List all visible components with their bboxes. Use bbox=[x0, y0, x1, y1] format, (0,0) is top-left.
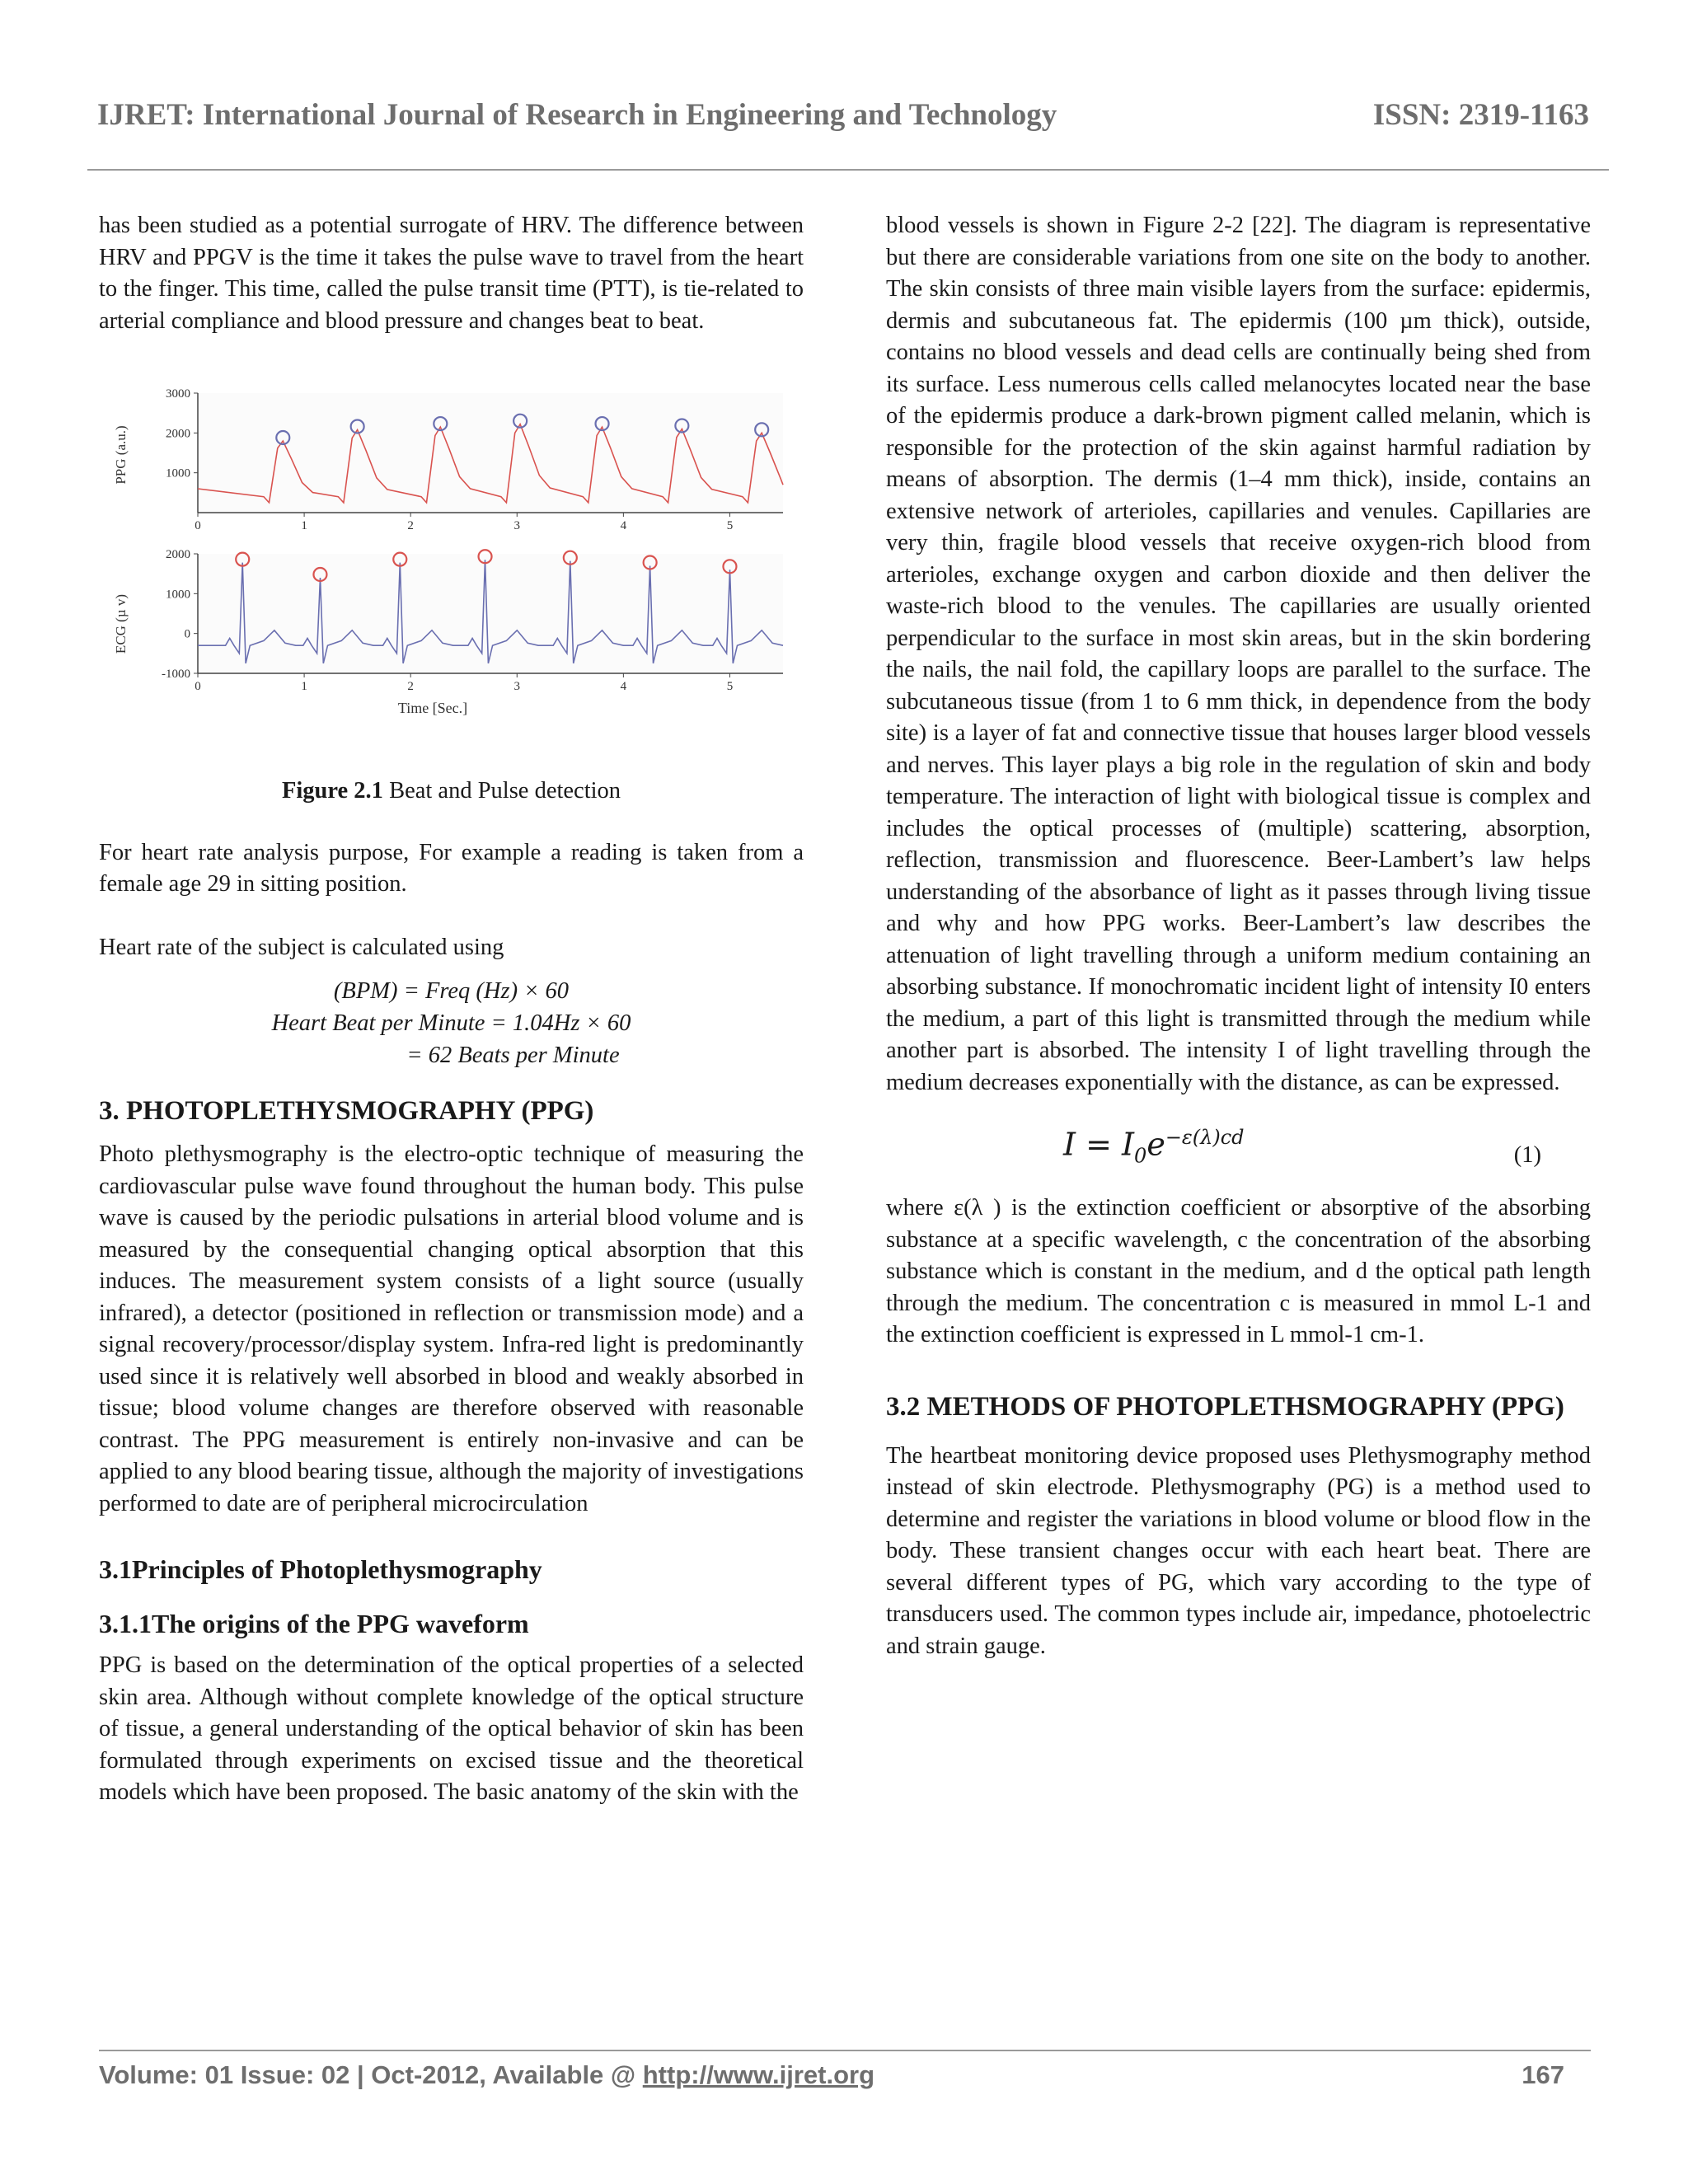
figure-caption bbox=[99, 776, 804, 808]
ecg-x-tick-label: 5 bbox=[726, 680, 734, 693]
ppg-y-tick-label: 3000 bbox=[166, 387, 190, 401]
heading-ppg: 3. PHOTOPLETHYSMOGRAPHY (PPG) bbox=[99, 1096, 594, 1126]
figure-2-1 bbox=[99, 368, 804, 764]
ppg-axis-label: PPG (a.u.) bbox=[113, 425, 129, 485]
issn: ISSN: 2319-1163 bbox=[1372, 98, 1589, 132]
paragraph-skin: blood vessels is shown in Figure 2-2 [22]. The diagram is representative but there are considerable variations from one site on the body to another. The skin consists of three main visible layers from the surface: epidermis, dermis and subcutaneous fat. The epidermis (100 µm thick), outside, contains no blood vessels and dead cells are continually being shed from its surface. Less numerous cells called melanocytes located near the base of the epidermis produce a dark-brown pigment called melanin, which is responsible for the protection of the skin against harmful radiation by means of absorption. The dermis (1–4 mm thick), inside, contains an extensive network of arterioles, capillaries and venules. Capillaries are very thin, fragile blood vessels that receive oxygen-rich blood from arterioles, exchange oxygen and carbon dioxide and then deliver the waste-rich blood to the venules. The capillaries are usually oriented perpendicular to the surface in most skin areas, but in the skin bordering the nails, the nail fold, the capillary loops are parallel to the surface. The subcutaneous tissue (from 1 to 6 mm thick, in dependence from the body site) is a layer of fat and connective tissue that houses larger blood vessels and nerves. This layer plays a big role in the regulation of skin and body temperature. The interaction of light with biological tissue is complex and includes the optical processes of (multiple) scattering, absorption, reflection, transmission and fluorescence. Beer-Lambert’s law helps understanding of the absorbance of light as it passes through living tissue and why and how PPG works. Beer-Lambert’s law describes the attenuation of light travelling through a uniform medium containing an absorbing substance. If monochromatic incident light of intensity I0 enters the medium, a part of this light is transmitted through the medium while another part is absorbed. The intensity I of light travelling through the medium decreases exponentially with the distance, as can be expressed. bbox=[886, 213, 1591, 1095]
ppg-x-tick-label: 0 bbox=[195, 519, 201, 532]
ppg-y-tick-label: 2000 bbox=[166, 427, 190, 441]
footer-rule bbox=[99, 2050, 1591, 2051]
caption-label: Figure 2.1 bbox=[281, 778, 383, 804]
ecg-y-tick-label: 2000 bbox=[166, 548, 190, 561]
bpm-equations bbox=[99, 975, 804, 1071]
ppg-x-tick-label: 4 bbox=[620, 519, 627, 532]
eq-subscript: 0 bbox=[1134, 1144, 1147, 1168]
paragraph-where: where ε(λ ) is the extinction coefficient or absorptive of the absorbing substance at a specific wavelength, c the concentration of the absorbing substance which is constant in the medium, and d the optical path length through the medium. The concentration c is measured in mmol L-1 and the extinction coefficient is expressed in L mmol-1 cm-1. bbox=[886, 1195, 1591, 1347]
caption-text: Beat and Pulse detection bbox=[382, 778, 621, 804]
ppg-x-tick-label: 5 bbox=[726, 519, 734, 532]
journal-title: IJRET: International Journal of Research in Engineering and Technology bbox=[97, 98, 1057, 132]
heading-principles: 3.1Principles of Photoplethysmography bbox=[99, 1554, 542, 1584]
ecg-y-tick-label: -1000 bbox=[162, 668, 190, 681]
ppg-y-tick-label: 1000 bbox=[166, 466, 190, 480]
ppg-x-tick-label: 3 bbox=[513, 519, 521, 532]
ecg-y-tick-label: 1000 bbox=[166, 588, 190, 602]
ecg-x-tick-label: 2 bbox=[407, 680, 414, 693]
header-rule bbox=[87, 169, 1609, 171]
equation-heart-beat: Heart Beat per Minute = 1.04Hz × 60 bbox=[271, 1010, 631, 1036]
left-column bbox=[99, 210, 804, 1809]
ecg-y-tick-label: 0 bbox=[184, 627, 190, 641]
equation-result: = 62 Beats per Minute bbox=[406, 1043, 620, 1068]
page-number: 167 bbox=[1522, 2060, 1564, 2089]
equation-number: (1) bbox=[1513, 1142, 1541, 1168]
equation-formula bbox=[1063, 1122, 1245, 1172]
ecg-axis-label: ECG (µ v) bbox=[113, 593, 129, 654]
ecg-x-tick-label: 1 bbox=[301, 680, 307, 693]
equation-bpm: (BPM) = Freq (Hz) × 60 bbox=[333, 978, 570, 1004]
ppg-x-tick-label: 1 bbox=[301, 519, 307, 532]
paragraph-methods: The heartbeat monitoring device proposed uses Plethysmography method instead of skin electrode. Plethysmography (PG) is a method used to determine and register the variations in blood volume or blood flow in the body. These transient changes occur with each heart beat. There are several different types of PG, which vary according to the type of transducers used. The common types include air, impedance, photoelectric and strain gauge. bbox=[886, 1442, 1591, 1659]
ecg-x-tick-label: 3 bbox=[513, 680, 521, 693]
eq-base: e bbox=[1146, 1126, 1165, 1163]
ecg-x-tick-label: 0 bbox=[195, 680, 201, 693]
ppg-x-tick-label: 2 bbox=[407, 519, 414, 532]
right-column bbox=[886, 210, 1591, 1662]
journal-link[interactable]: http://www.ijret.org bbox=[642, 2060, 875, 2089]
footer-prefix: Volume: 01 Issue: 02 | Oct-2012, Available @ bbox=[99, 2060, 643, 2089]
paragraph-origins: PPG is based on the determination of the optical properties of a selected skin area. Although without complete knowledge of the optical structure of tissue, a general understanding of the optical behavior of skin has been formulated through experiments on excised tissue and the theoretical models which have been proposed. The basic anatomy of the skin with the bbox=[99, 1652, 804, 1805]
time-axis-label: Time [Sec.] bbox=[397, 700, 468, 716]
eq-lhs: I = I bbox=[1063, 1126, 1135, 1163]
beer-lambert-equation bbox=[886, 1115, 1591, 1178]
footer-volume bbox=[99, 2060, 874, 2090]
paragraph-calc: Heart rate of the subject is calculated using bbox=[99, 934, 504, 960]
ecg-x-tick-label: 4 bbox=[620, 680, 627, 693]
heading-methods: 3.2 METHODS OF PHOTOPLETHSMOGRAPHY (PPG) bbox=[886, 1391, 1564, 1422]
page-header bbox=[97, 97, 1589, 133]
page-footer bbox=[99, 2060, 1564, 2090]
beat-pulse-chart bbox=[99, 368, 804, 764]
eq-exponent: −ε(λ)cd bbox=[1165, 1126, 1245, 1149]
paragraph-reading: For heart rate analysis purpose, For example a reading is taken from a female age 29 in sitting position. bbox=[99, 839, 804, 897]
heading-origins: 3.1.1The origins of the PPG waveform bbox=[99, 1609, 529, 1638]
paragraph-hrv: has been studied as a potential surrogate of HRV. The difference between HRV and PPGV is the time it takes the pulse wave to travel from the heart to the finger. This time, called the pulse transit time (PTT), is tie-related to arterial compliance and blood pressure and changes beat to beat. bbox=[99, 213, 804, 334]
ppg-plot-area bbox=[198, 393, 783, 513]
paragraph-ppg: Photo plethysmography is the electro-optic technique of measuring the cardiovascular pulse wave found throughout the human body. This pulse wave is caused by the periodic pulsations in arterial blood volume and is measured by the consequential changing optical absorption that this induces. The measurement system consists of a light source (usually infrared), a detector (positioned in reflection or transmission mode) and a signal recovery/processor/display system. Infra-red light is predominantly used since it is relatively well absorbed in blood and weakly absorbed in tissue; blood volume changes are therefore observed with reasonable contrast. The PPG measurement is entirely non-invasive and can be applied to any blood bearing tissue, although the majority of investigations performed to date are of peripheral microcirculation bbox=[99, 1141, 804, 1516]
